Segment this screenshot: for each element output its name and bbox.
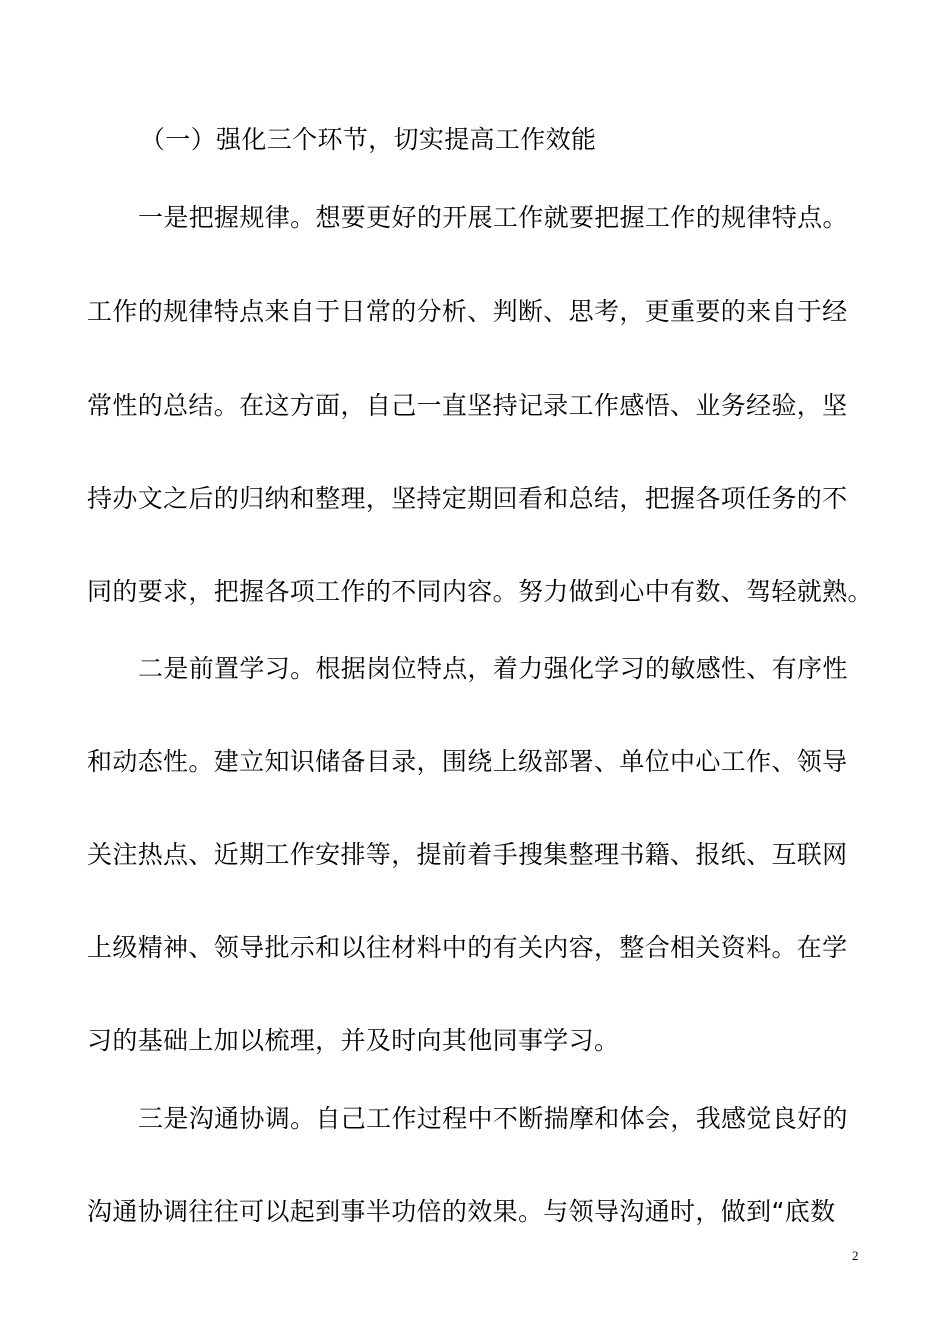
paragraph-line: 关注热点、近期工作安排等，提前着手搜集整理书籍、报纸、互联网: [87, 840, 848, 869]
page-number: 2: [852, 1248, 859, 1263]
paragraph-line: 和动态性。建立知识储备目录，围绕上级部署、单位中心工作、领导: [87, 747, 848, 776]
paragraph-line: 习的基础上加以梳理，并及时向其他同事学习。: [87, 1026, 620, 1055]
paragraph-line: 常性的总结。在这方面，自己一直坚持记录工作感悟、业务经验，坚: [87, 391, 848, 420]
paragraph-line: 三是沟通协调。自己工作过程中不断揣摩和体会，我感觉良好的: [138, 1104, 848, 1133]
paragraph-line: 上级精神、领导批示和以往材料中的有关内容，整合相关资料。在学: [87, 933, 848, 962]
paragraph-line: 持办文之后的归纳和整理，坚持定期回看和总结，把握各项任务的不: [87, 484, 848, 513]
paragraph-line: 沟通协调往往可以起到事半功倍的效果。与领导沟通时，做到“底数: [87, 1197, 836, 1226]
paragraph-line: 同的要求，把握各项工作的不同内容。努力做到心中有数、驾轻就熟。: [87, 577, 873, 606]
paragraph-line: 二是前置学习。根据岗位特点，着力强化学习的敏感性、有序性: [138, 654, 848, 683]
paragraph-line: 工作的规律特点来自于日常的分析、判断、思考，更重要的来自于经: [87, 297, 848, 326]
section-heading: （一）强化三个环节，切实提高工作效能: [140, 125, 597, 154]
paragraph-line: 一是把握规律。想要更好的开展工作就要把握工作的规律特点。: [138, 203, 848, 232]
